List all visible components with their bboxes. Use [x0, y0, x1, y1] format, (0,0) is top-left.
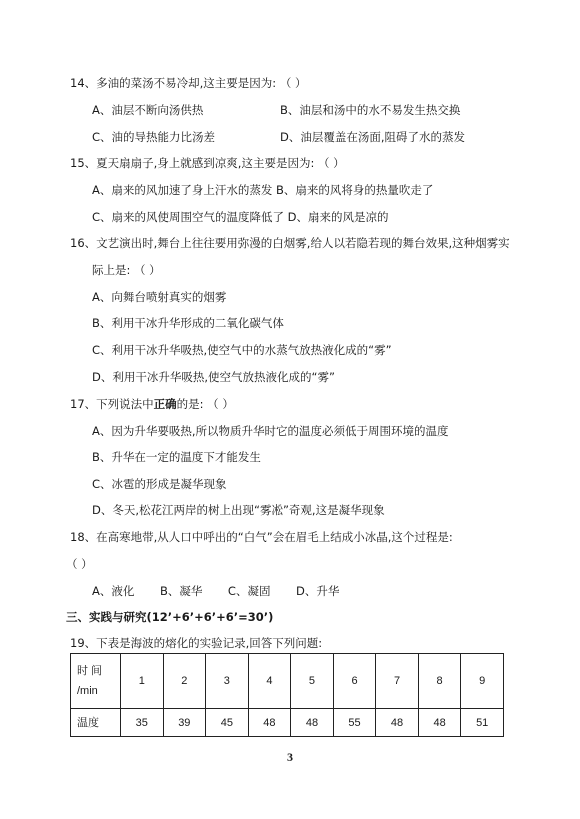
q17-stem-emphasis: 正确: [153, 397, 177, 411]
q17-option-b: B、升华在一定的温度下才能发生: [92, 450, 261, 464]
page-number: 3: [287, 750, 293, 764]
time-cell: 2: [163, 654, 206, 709]
melting-data-table: [70, 653, 504, 737]
q14-option-c: C、油的导热能力比汤差: [92, 130, 216, 144]
q15-options-cd: C、扇来的风使周围空气的温度降低了 D、扇来的风是凉的: [92, 210, 389, 224]
temperature-cell: 51: [461, 709, 504, 737]
q14-stem: 14、多油的菜汤不易冷却,这主要是因为: （ ）: [70, 76, 307, 90]
q18-answer-paren: （ ）: [66, 557, 93, 571]
q16-option-a: A、向舞台喷射真实的烟雾: [92, 290, 227, 304]
time-cell: 7: [376, 654, 419, 709]
time-unit: /min: [77, 685, 98, 697]
temperature-cell: 55: [333, 709, 376, 737]
q14-option-a: A、油层不断向汤供热: [92, 103, 204, 117]
q14-option-b: B、油层和汤中的水不易发生热交换: [280, 103, 461, 117]
time-cell: 1: [121, 654, 164, 709]
q16-stem: 16、文艺演出时,舞台上往往要用弥漫的白烟雾,给人以若隐若现的舞台效果,这种烟雾实: [70, 236, 510, 250]
time-cell: 9: [461, 654, 504, 709]
q18-stem: 18、在高寒地带,从人口中呼出的“白气”会在眉毛上结成小冰晶,这个过程是:: [70, 530, 453, 544]
q17-option-c: C、冰雹的形成是凝华现象: [92, 477, 227, 491]
time-label: 时 间: [77, 665, 103, 677]
temperature-header-cell: 温度: [71, 709, 121, 737]
time-cell: 6: [333, 654, 376, 709]
q16-stem-cont: 际上是: （ ）: [92, 263, 161, 277]
temperature-cell: 48: [376, 709, 419, 737]
q18-options: A、液化 B、凝华 C、凝固 D、升华: [92, 584, 340, 598]
q16-option-d: D、利用干冰升华吸热,使空气放热液化成的“雾”: [92, 370, 335, 384]
q17-option-d: D、冬天,松花江两岸的树上出现“雾凇”奇观,这是凝华现象: [92, 503, 385, 517]
q17-stem-post: 的是: （ ）: [176, 397, 234, 411]
temperature-cell: 48: [291, 709, 334, 737]
time-cell: 3: [206, 654, 249, 709]
q17-stem: [70, 396, 234, 412]
time-row: [71, 654, 504, 709]
q15-stem: 15、夏天扇扇子,身上就感到凉爽,这主要是因为: （ ）: [70, 156, 345, 170]
q16-option-b: B、利用干冰升华形成的二氧化碳气体: [92, 316, 284, 330]
q19-stem: 19、下表是海波的熔化的实验记录,回答下列问题:: [70, 636, 323, 650]
q17-stem-pre: 17、下列说法中: [70, 397, 154, 411]
time-cell: 4: [248, 654, 291, 709]
temperature-cell: 45: [206, 709, 249, 737]
section-3-heading: 三、实践与研究(12’+6’+6’+6’=30’): [66, 610, 274, 624]
q14-option-d: D、油层覆盖在汤面,阻碍了水的蒸发: [280, 130, 466, 144]
q15-options-ab: A、扇来的风加速了身上汗水的蒸发 B、扇来的风将身的热量吹走了: [92, 183, 434, 197]
temperature-cell: 35: [121, 709, 164, 737]
temperature-cell: 48: [248, 709, 291, 737]
time-header-cell: [71, 654, 121, 709]
q17-option-a: A、因为升华要吸热,所以物质升华时它的温度必须低于周围环境的温度: [92, 424, 449, 438]
q16-option-c: C、利用干冰升华吸热,使空气中的水蒸气放热液化成的“雾”: [92, 343, 392, 357]
time-cell: 8: [418, 654, 461, 709]
temperature-row: [71, 709, 504, 737]
time-cell: 5: [291, 654, 334, 709]
temperature-cell: 39: [163, 709, 206, 737]
temperature-cell: 48: [418, 709, 461, 737]
